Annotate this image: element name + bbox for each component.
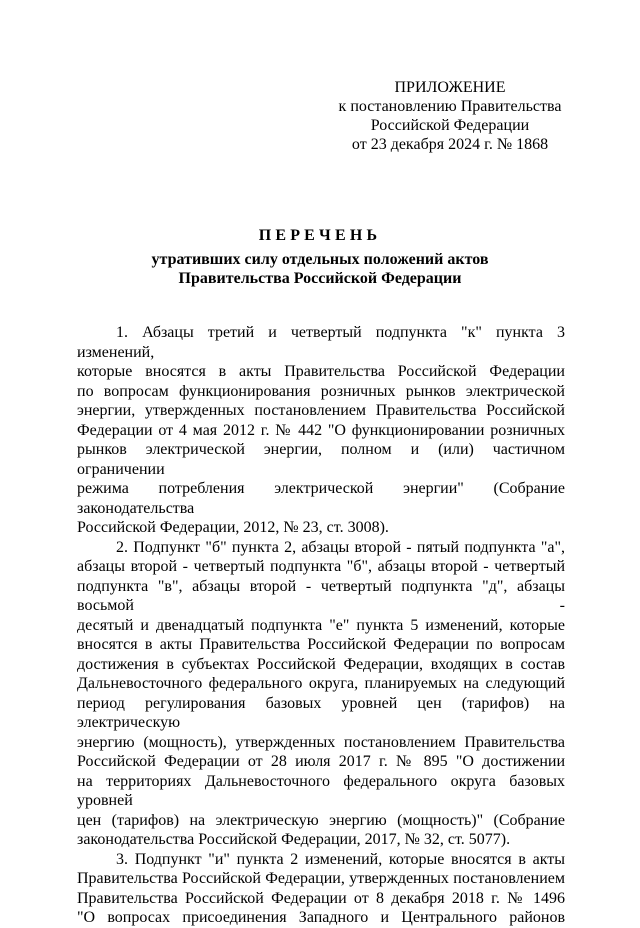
text-line: на территориях Дальневосточного федерального округа базовых уровней: [77, 772, 565, 809]
appendix-line-2: Российской Федерации: [370, 117, 530, 134]
text-line: Российской Федерации, 2012, № 23, ст. 3008).: [77, 519, 389, 536]
text-line: вносятся в акты Правительства Российской Федерации по вопросам: [77, 636, 565, 653]
text-line: 1. Абзацы третий и четвертый подпункта "к" пункта 3 изменений,: [77, 324, 565, 361]
text-line: период регулирования базовых уровней цен (тарифов) на электрическую: [77, 694, 565, 731]
text-line: 2. Подпункт "б" пункта 2, абзацы второй - пятый подпункта "а",: [116, 538, 565, 556]
subtitle-line-1: утративших силу отдельных положений актов: [151, 251, 489, 268]
text-line: 3. Подпункт "и" пункта 2 изменений, которые вносятся в акты: [116, 850, 565, 868]
text-line: цен (тарифов) на электрическую энергию (мощность)" (Собрание: [77, 811, 565, 829]
document-subtitle: [0, 250, 640, 288]
appendix-block: [325, 78, 575, 154]
paragraph-3: [77, 850, 565, 928]
appendix-line-3: от 23 декабря 2024 г. № 1868: [351, 136, 549, 153]
text-line: Российской Федерации от 28 июля 2017 г. № 895 "О достижении: [77, 753, 565, 770]
text-line: Дальневосточного федерального округа, планируемых на следующий: [77, 675, 565, 692]
appendix-title: ПРИЛОЖЕНИЕ: [394, 79, 506, 96]
appendix-line-1: к постановлению Правительства: [338, 98, 562, 115]
text-line: "О вопросах присоединения Западного и Центрального районов: [77, 909, 565, 926]
text-line: режима потребления электрической энергии" (Собрание законодательства: [77, 480, 565, 517]
text-line: энергию (мощность), утвержденных постановлением Правительства: [77, 733, 565, 751]
text-line: подпункта "в", абзацы второй - четвертый подпункта "д", абзацы восьмой -: [77, 577, 565, 614]
paragraph-1: [77, 323, 565, 538]
text-line: энергии, утвержденных постановлением Правительства Российской: [77, 402, 565, 419]
text-line: рынков электрической энергии, полном и (или) частичном ограничении: [77, 441, 565, 478]
text-line: десятый и двенадцатый подпункта "е" пункта 5 изменений, которые: [77, 616, 565, 634]
text-line: Правительства Российской Федерации, утвержденных постановлением: [77, 870, 565, 887]
paragraph-2: [77, 538, 565, 850]
text-line: по вопросам функционирования розничных рынков электрической: [77, 382, 565, 400]
document-title: ПЕРЕЧЕНЬ: [258, 227, 382, 244]
text-line: которые вносятся в акты Правительства Российской Федерации: [77, 363, 565, 380]
text-line: достижения в субъектах Российской Федерации, входящих в состав: [77, 655, 565, 673]
text-line: Федерации от 4 мая 2012 г. № 442 "О функционировании розничных: [77, 421, 565, 439]
text-line: законодательства Российской Федерации, 2017, № 32, ст. 5077).: [77, 831, 511, 848]
text-line: Правительства Российской Федерации от 8 декабря 2018 г. № 1496: [77, 889, 565, 907]
text-line: абзацы второй - четвертый подпункта "б", абзацы второй - четвертый: [77, 558, 565, 575]
subtitle-line-2: Правительства Российской Федерации: [178, 270, 462, 287]
document-body: [77, 323, 565, 928]
